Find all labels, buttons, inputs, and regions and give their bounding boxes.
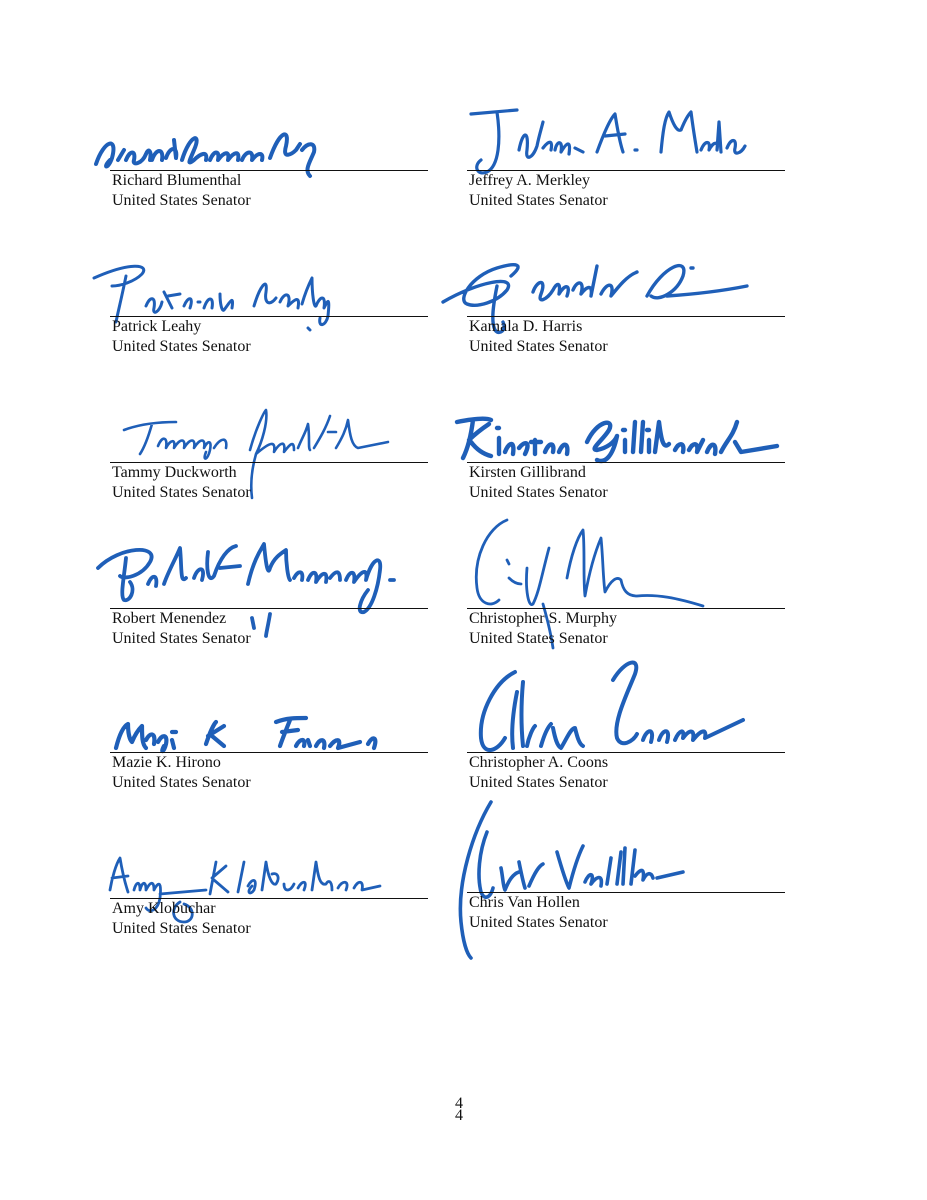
signatory-title: United States Senator bbox=[112, 338, 251, 355]
signature-line bbox=[467, 892, 785, 893]
signatory-title: United States Senator bbox=[112, 774, 251, 791]
signatory-name: Tammy Duckworth bbox=[112, 464, 237, 481]
signatory-name: Patrick Leahy bbox=[112, 318, 202, 335]
signature-line bbox=[110, 462, 428, 463]
signatory-title: United States Senator bbox=[469, 192, 608, 209]
signatory-name: Christopher S. Murphy bbox=[469, 610, 617, 627]
signature-line bbox=[110, 752, 428, 753]
signatory-title: United States Senator bbox=[112, 192, 251, 209]
signature-line bbox=[467, 170, 785, 171]
signatory-name: Mazie K. Hirono bbox=[112, 754, 221, 771]
signature-line bbox=[110, 170, 428, 171]
signature-line bbox=[467, 608, 785, 609]
signatory-title: United States Senator bbox=[469, 914, 608, 931]
page-number bbox=[452, 1095, 466, 1124]
signatory-title: United States Senator bbox=[112, 630, 251, 647]
signatory-title: United States Senator bbox=[112, 484, 251, 501]
signatory-title: United States Senator bbox=[469, 484, 608, 501]
signature-line bbox=[110, 898, 428, 899]
signatory-name: Kamala D. Harris bbox=[469, 318, 583, 335]
page-number-text-overprint: 4 bbox=[455, 1107, 463, 1124]
signatory-name: Jeffrey A. Merkley bbox=[469, 172, 590, 189]
signatory-title: United States Senator bbox=[469, 774, 608, 791]
signature-line bbox=[467, 462, 785, 463]
page-number-text: 4 bbox=[455, 1095, 463, 1112]
signature-image-vanhollen bbox=[447, 792, 727, 962]
signatory-title: United States Senator bbox=[469, 338, 608, 355]
signatory-name: Amy Klobuchar bbox=[112, 900, 216, 917]
signatory-title: United States Senator bbox=[112, 920, 251, 937]
signature-line bbox=[467, 316, 785, 317]
signatory-name: Christopher A. Coons bbox=[469, 754, 609, 771]
signatory-name: Robert Menendez bbox=[112, 610, 227, 627]
signatory-title: United States Senator bbox=[469, 630, 608, 647]
signature-line bbox=[110, 608, 428, 609]
signature-line bbox=[110, 316, 428, 317]
signature-line bbox=[467, 752, 785, 753]
signatory-name: Kirsten Gillibrand bbox=[469, 464, 586, 481]
signatory-name: Richard Blumenthal bbox=[112, 172, 242, 189]
signatory-name: Chris Van Hollen bbox=[469, 894, 580, 911]
